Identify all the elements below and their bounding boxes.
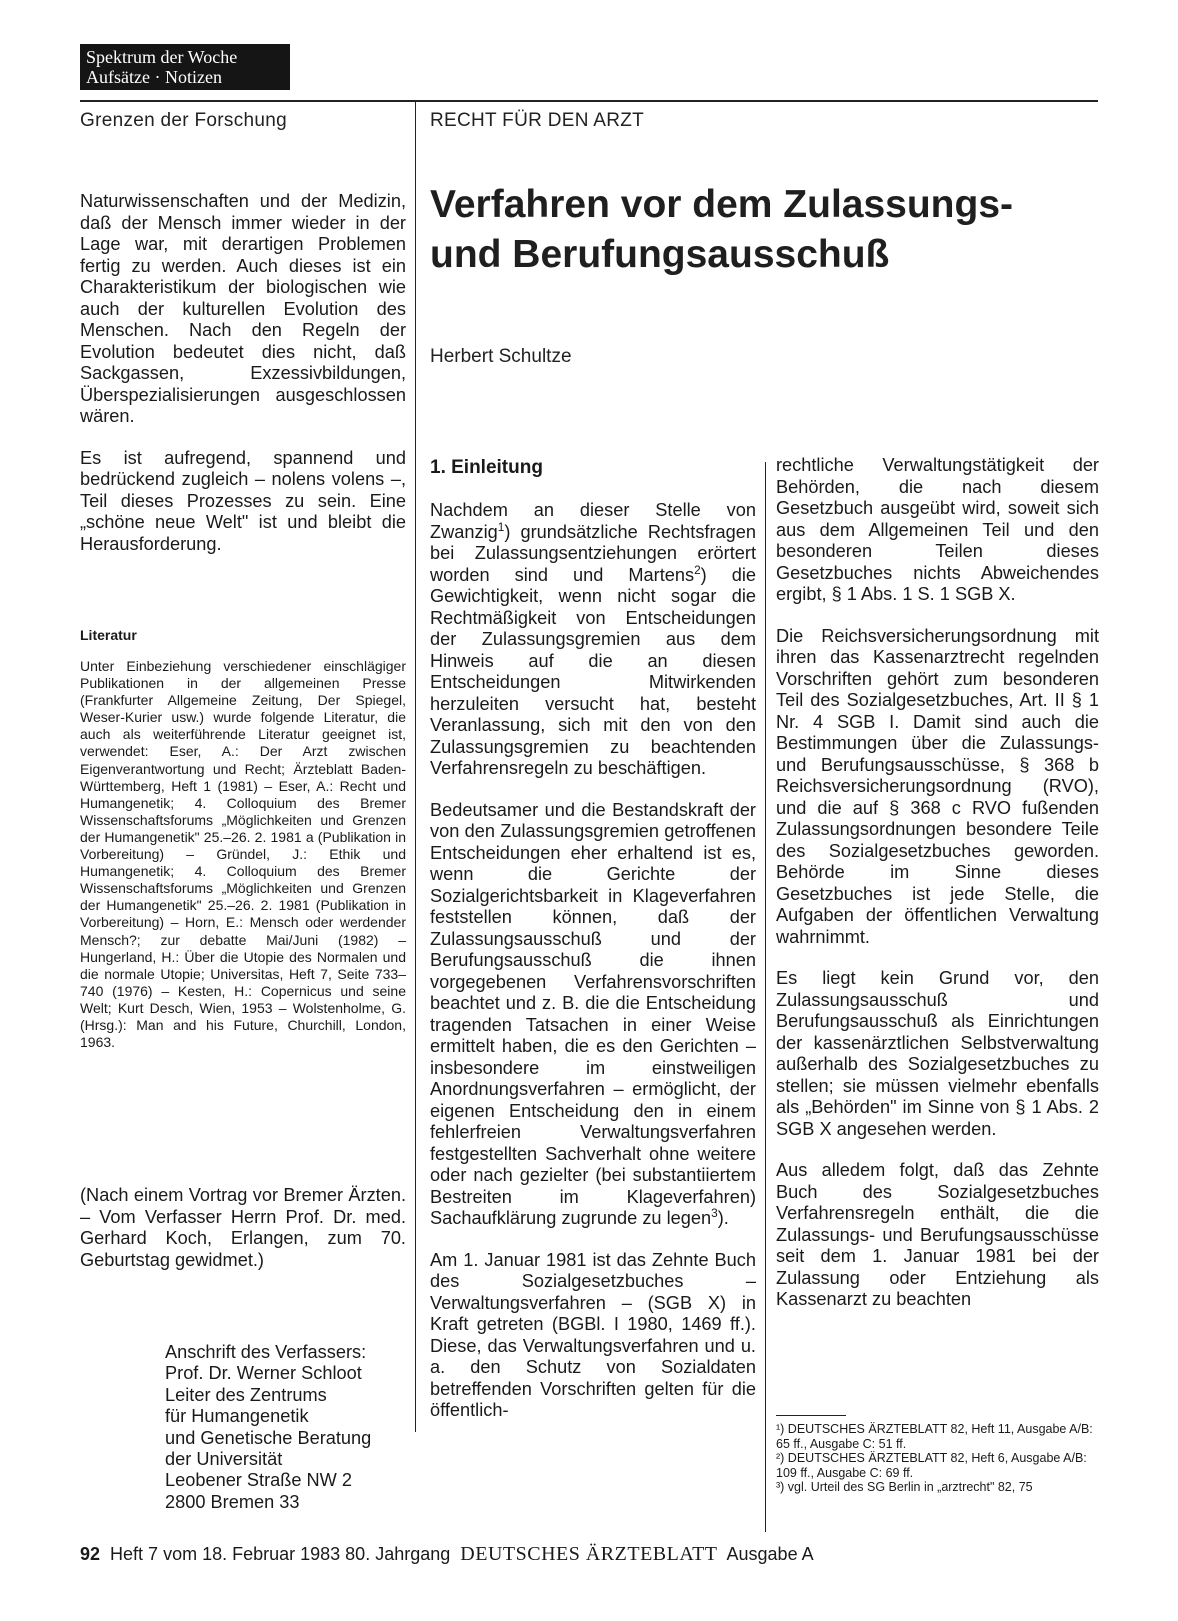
literature-heading: Literatur <box>80 627 137 643</box>
edition: Ausgabe A <box>726 1544 814 1564</box>
address-line: 2800 Bremen 33 <box>165 1491 300 1512</box>
middle-paragraph-3: Am 1. Januar 1981 ist das Zehnte Buch des Sozialgesetzbuches – Verwaltungsverfahren – (SGB X) in Kraft getreten (BGBl. I 1980, 1469 ff.). Diese, das Verwaltungsverfahren und u. a. den Schutz von Sozialdaten betreffenden Vorschriften gelten für die öffentlich- <box>430 1249 756 1420</box>
page-number: 92 <box>80 1544 101 1564</box>
left-section-label: Grenzen der Forschung <box>80 110 287 131</box>
left-column-text <box>80 191 406 575</box>
address-line: der Universität <box>165 1449 283 1470</box>
text-run: Bedeutsamer und die Bestandskraft der von den Zulassungsgremien getroffenen Entscheidungen eher erhaltend ist es, wenn die Gerichte der Sozialgerichtsbarkeit in Klageverfahren feststellen können, daß der Zulassungsausschuß und der Berufungsausschuß die ihnen vorgegebenen Verfahrensvorschriften beachtet und z. B. die die Entscheidung tragenden Tatsachen in einer Weise ermittelt haben, die es den Gerichten – insbesondere im einstweiligen Anordnungsverfahren – ermöglicht, der eigenen Entscheidung den in einem fehlerfreien Verwaltungsverfahren festgestellten Sachverhalt ohne weitere oder nach gezielter (bei substantiiertem Bestreiten im Klageverfahren) Sachaufklärung zugrunde zu legen <box>430 799 756 1228</box>
badge-line-1: Spektrum der Woche <box>86 47 238 67</box>
footnotes <box>776 1422 1099 1495</box>
footnote: ³) vgl. Urteil des SG Berlin in „arztrecht" 82, 75 <box>776 1480 1033 1494</box>
left-paragraph: Naturwissenschaften und der Medizin, daß der Mensch immer wieder in der Lage war, mit derartigen Problemen fertig zu werden. Auch dieses ist ein Charakteristikum der biologischen wie auch der kulturellen Evolution des Menschen. Nach den Regeln der Evolution bedeutet dies nicht, daß Sackgassen, Exzessivbildungen, Überspezialisierungen ausgeschlossen wären. <box>80 191 406 426</box>
address-line: und Genetische Beratung <box>165 1427 372 1448</box>
column-divider-right <box>765 462 766 1532</box>
title-line-1: Verfahren vor dem Zulassungs- <box>430 183 1014 226</box>
badge-line-2: Aufsätze · Notizen <box>86 67 222 87</box>
right-paragraph: Die Reichsversicherungsordnung mit ihren das Kassenarztrecht regelnden Vorschriften gehört zum besonderen Teil des Sozialgesetzbuches, Art. II § 1 Nr. 4 SGB I. Damit sind auch die Bestimmungen über die Zulassungs- und Berufungsausschüsse, § 368 b Reichsversicherungsordnung (RVO), und die auf § 368 c RVO fußenden Zulassungsordnungen besondere Teile des Sozialgesetzbuches geworden. Behörde im Sinne dieses Gesetzbuches ist jede Stelle, die Aufgaben der öffentlichen Verwaltung wahrnimmt. <box>776 625 1099 947</box>
dedication-note: (Nach einem Vortrag vor Bremer Ärzten. – Vom Verfasser Herrn Prof. Dr. med. Gerhard Koch, Erlangen, zum 70. Geburtstag gewidmet.) <box>80 1185 406 1270</box>
header-rule <box>80 100 1098 102</box>
literature-text: Unter Einbeziehung verschiedener einschlägiger Publikationen in der allgemeinen Presse (Frankfurter Allgemeine Zeitung, Der Spiegel, Weser-Kurier usw.) wurde folgende Literatur, die auch als weiterführende Literatur geeignet ist, verwendet: Eser, A.: Der Arzt zwischen Eigenverantwortung und Recht; Ärzteblatt Baden-Württemberg, Heft 1 (1981) – Eser, A.: Recht und Humangenetik; 4. Colloquium des Bremer Wissenschaftsforums „Möglichkeiten und Grenzen der Humangenetik" 25.–26. 2. 1981 a (Publikation in Vorbereitung) – Gründel, J.: Ethik und Humangenetik; 4. Colloquium des Bremer Wissenschaftsforums „Möglichkeiten und Grenzen der Humangenetik" 25.–26. 2. 1981 (Publikation in Vorbereitung) – Horn, E.: Mensch oder werdender Mensch?; zur debatte Mai/Juni (1982) – Hungerland, H.: Über die Utopie des Normalen und die normale Utopie; Universitas, Heft 7, Seite 733–740 (1976) – Kesten, H.: Copernicus und seine Welt; Kurt Desch, Wien, 1953 – Wolstenholme, G. (Hrsg.): Man and his Future, Churchill, London, 1963. <box>80 658 406 1051</box>
right-paragraph: Es liegt kein Grund vor, den Zulassungsausschuß und Berufungsausschuß als Einrichtungen der kassenärztlichen Selbstverwaltung außerhalb des Sozialgesetzbuches zu stellen; sie müssen vielmehr ebenfalls als „Behörden" im Sinne von § 1 Abs. 2 SGB X angesehen werden. <box>776 968 1099 1139</box>
text-run: ) grundsätzliche Rechtsfragen bei Zulassungsentziehungen erörtert worden sind und Martens <box>430 521 756 585</box>
title-line-2: und Berufungsausschuß <box>430 233 890 276</box>
text-run: ). <box>717 1208 729 1228</box>
article-section-label: RECHT FÜR DEN ARZT <box>430 110 645 131</box>
text-run: ) die Gewichtigkeit, wenn nicht sogar die Rechtmäßigkeit von Entscheidungen der Zulassungsgremien aus dem Hinweis auf die an diesen Entscheidungen Mitwirkenden herzuleiten versucht hat, besteht Veranlassung, sich mit den von den Zulassungsgremien zu beachtenden Verfahrensregeln zu beschäftigen. <box>430 564 757 778</box>
right-column-text <box>776 455 1099 1331</box>
address-line: Prof. Dr. Werner Schloot <box>165 1363 362 1384</box>
address-line: Leobener Straße NW 2 <box>165 1470 353 1491</box>
right-paragraph: Aus alledem folgt, daß das Zehnte Buch des Sozialgesetzbuches Verfahrensregeln enthält, die die Zulassungs- und Berufungsausschüsse seit dem 1. Januar 1981 bei der Zulassung oder Entziehung als Kassenarzt zu beachten <box>776 1160 1099 1309</box>
article-author: Herbert Schultze <box>430 346 572 367</box>
middle-column-text <box>430 500 756 1442</box>
footnote-rule <box>776 1415 846 1416</box>
page-footer <box>80 1543 814 1566</box>
footnote: ¹) DEUTSCHES ÄRZTEBLATT 82, Heft 11, Ausgabe A/B: 65 ff., Ausgabe C: 51 ff. <box>776 1422 1093 1451</box>
right-paragraph: rechtliche Verwaltungstätigkeit der Behörden, die nach diesem Gesetzbuch ausgeübt wird, soweit sich aus dem Allgemeinen Teil und den besonderen Teilen dieses Gesetzbuches nichts Abweichendes ergibt, § 1 Abs. 1 S. 1 SGB X. <box>776 455 1099 604</box>
section-heading: 1. Einleitung <box>430 457 543 478</box>
middle-paragraph-1 <box>430 500 756 780</box>
issue-info: Heft 7 vom 18. Februar 1983 80. Jahrgang <box>110 1544 451 1564</box>
address-line: für Humangenetik <box>165 1406 309 1427</box>
column-divider-left <box>415 102 416 1432</box>
footnote-ref: 2 <box>694 562 701 577</box>
left-paragraph: Es ist aufregend, spannend und bedrückend zugleich – nolens volens –, Teil dieses Prozesses zu sein. Eine „schöne neue Welt" ist und bleibt die Herausforderung. <box>80 447 406 554</box>
footnote-ref: 1 <box>497 519 505 534</box>
text-run: Nachdem an dieser Stelle von Zwanzig <box>430 500 756 542</box>
address-line: Leiter des Zentrums <box>165 1384 327 1405</box>
middle-paragraph-2 <box>430 800 756 1230</box>
article-title <box>430 180 1090 280</box>
address-line: Anschrift des Verfassers: <box>165 1342 367 1362</box>
section-badge <box>80 44 290 90</box>
author-address <box>165 1342 371 1513</box>
masthead: DEUTSCHES ÄRZTEBLATT <box>460 1543 718 1565</box>
footnote-ref: 3 <box>711 1205 718 1220</box>
footnote: ²) DEUTSCHES ÄRZTEBLATT 82, Heft 6, Ausgabe A/B: 109 ff., Ausgabe C: 69 ff. <box>776 1451 1087 1480</box>
